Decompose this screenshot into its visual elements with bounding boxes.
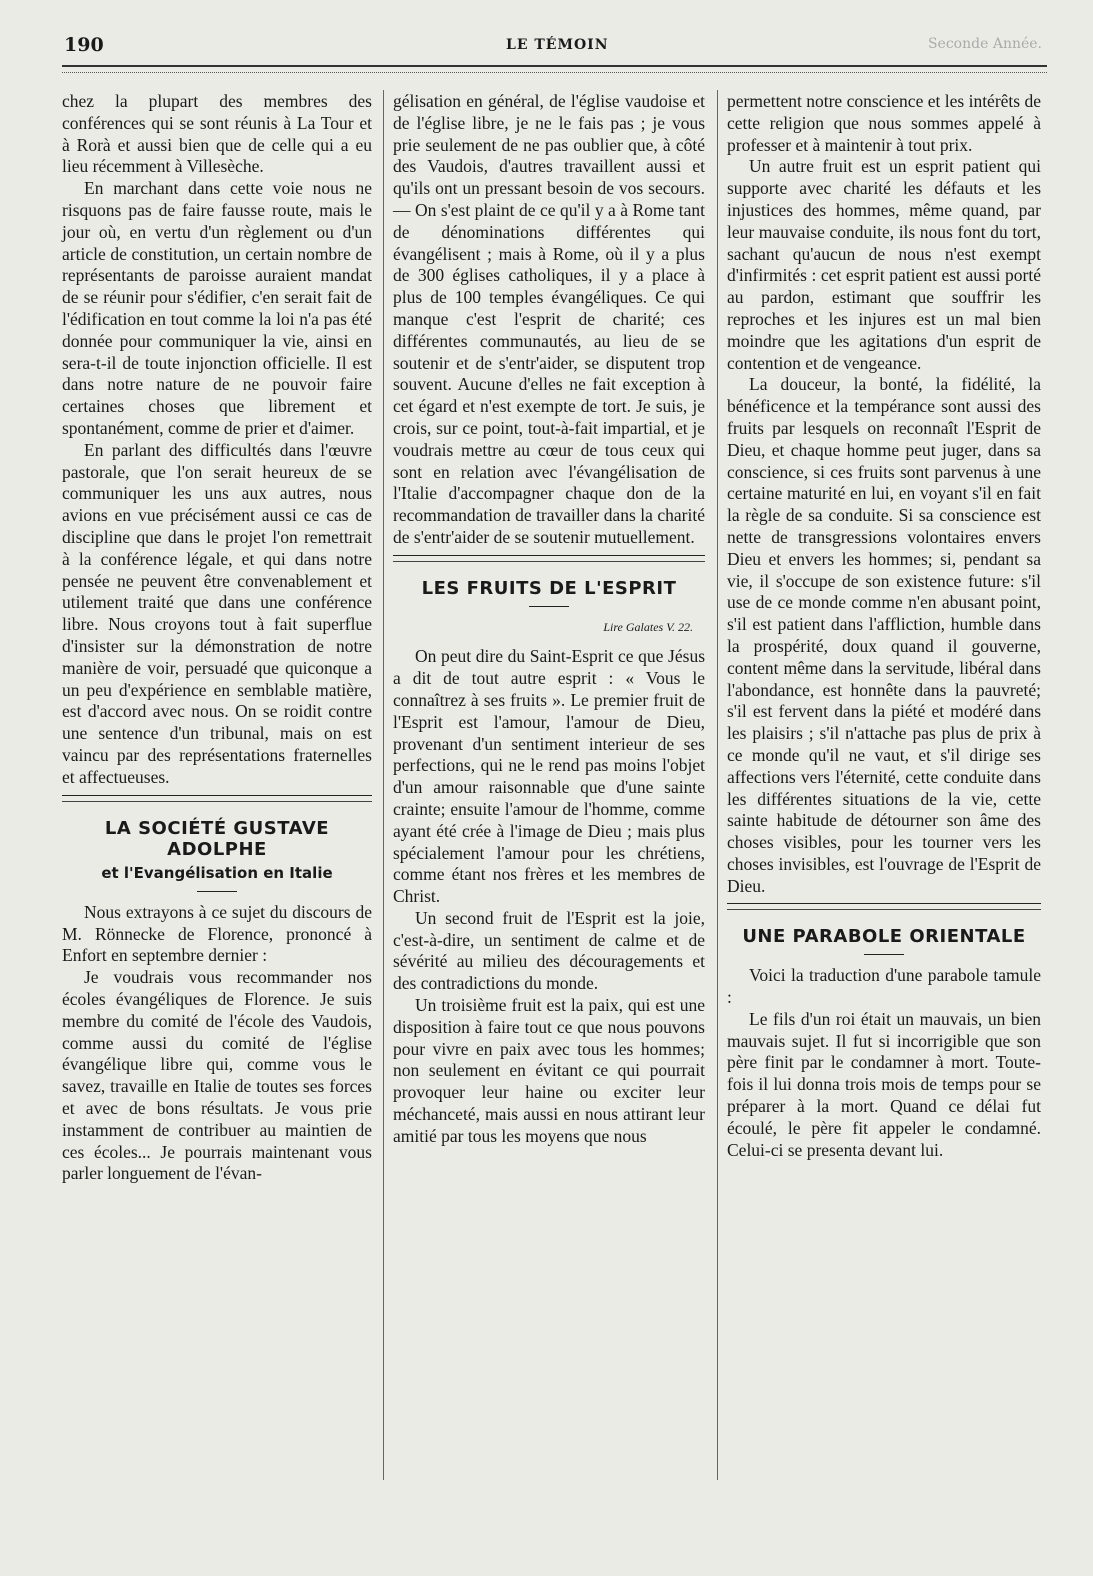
title-separator	[529, 606, 569, 607]
page-header	[58, 30, 1048, 56]
section-rule	[727, 903, 1041, 910]
paragraph: gélisation en général, de l'église vaudoise et de l'église libre, je ne le fais pas ; je vous prie seulement de ne pas oublier que, à côté des Vaudois, d'autres travaillent aussi et qu'ils ont un pressant besoin de vos secours. — On s'est plaint de ce qu'il y a à Rome tant de dénominations différentes qui évangélisent ; mais à Rome, où il y a plus de 300 églises catholiques, il y a place à plus de 100 temples évangéliques. Ce qui manque c'est l'esprit de charité; ces différentes communautés, au lieu de se soutenir et de s'entr'aider, se disputent trop souvent. Aucune d'elles ne fait exception à cet égard et n'est exempte de tort. Je suis, je crois, sur ce point, tout-à-fait impartial, et je voudrais mettre au cœur de tous ceux qui sont en relation avec l'évangélisation de l'Italie d'accompagner chaque don de la recommandation de travailler dans la charité de s'entr'aider de se soutenir mutuellement.	[393, 91, 705, 547]
column-3	[727, 91, 1041, 1161]
column-divider	[383, 90, 384, 1480]
title-separator	[197, 891, 237, 892]
column-divider	[717, 90, 718, 1480]
paragraph: Un autre fruit est un esprit patient qui supporte avec charité les défauts et les injustices des hommes, même quand, par leur mauvaise conduite, ils nous font du tort, sachant qu'aucun de nous n'est exempt d'infirmités : cet esprit patient est aussi porté au pardon, estimant que souffrir les reproches et les injures est un mal bien moindre que les agitations d'un esprit de contention et de vengeance.	[727, 156, 1041, 373]
column-2	[393, 91, 705, 1148]
section-rule	[62, 795, 372, 802]
article-subtitle: et l'Evangélisation en Italie	[101, 864, 333, 883]
article-title: LES FRUITS DE L'ESPRIT	[421, 577, 677, 599]
section-rule	[393, 555, 705, 562]
paragraph: En parlant des difficultés dans l'œuvre pastorale, que l'on serait heureux de se communiquer les uns aux autres, nous avions en vue précisément aussi ce cas de discipline que dans le projet l'on remettrait à la conférence légale, et qui dans notre pensée ne peuvent être convenablement et utilement traité que dans une conférence libre. Nous croyons tout à fait superflue d'insister sur la démonstration de notre manière de voir, persuadé que quiconque a un peu d'expérience en semblable matière, est d'accord avec nous. On se roidit contre une sentence d'un tribunal, mais on est vaincu par des représentations fraternelles et affectueuses.	[62, 439, 372, 787]
paragraph: chez la plupart des membres des conférences qui se sont réunis à La Tour et à Rorà et aussi bien que de celle qui a eu lieu récemment à Villesèche.	[62, 91, 372, 177]
paragraph: On peut dire du Saint-Esprit ce que Jésus a dit de tout autre esprit : « Vous le connaîtrez à ses fruits ». Le premier fruit de l'Esprit est l'amour, l'amour de Dieu, provenant d'un sentiment interieur de ses perfections, qui ne le rend pas moins l'objet d'un amour raisonnable que d'une sainte crainte; ensuite l'amour de l'homme, comme ayant été crée à l'image de Dieu ; mais plus spécialement l'amour pour les chrétiens, comme étant nos frères et les membres de Christ.	[393, 646, 705, 907]
paragraph: Un second fruit de l'Esprit est la joie, c'est-à-dire, un sentiment de calme et de sévérité au milieu des découragements et des contradictions du monde.	[393, 907, 705, 994]
title-separator	[864, 954, 904, 955]
paragraph: Un troisième fruit est la paix, qui est une disposition à faire tout ce que nous pouvons pour vivre en paix avec tous les hommes; non seulement en évitant ce qui pourrait provoquer leur haine ou exciter leur méchanceté, mais aussi en nous attirant leur amitié par tous les moyens que nous	[393, 995, 705, 1146]
paragraph: permettent notre conscience et les intérêts de cette religion que nous sommes appelé à professer et à maintenir à tout prix.	[727, 91, 1041, 155]
paragraph: Nous extrayons à ce sujet du discours de M. Rönnecke de Florence, prononcé à Enfort en septembre dernier :	[62, 901, 372, 966]
paragraph: Le fils d'un roi était un mauvais, un bien mauvais sujet. Il fut si incorrigible que son père finit par le condamner à mort. Toute-fois il lui donna trois mois de temps pour se préparer à la mort. Quand ce délai fut écoulé, le père fit appeler le condamné. Celui-ci se presenta devant lui.	[727, 1008, 1041, 1160]
edition-label: Seconde Année.	[927, 36, 1042, 52]
paragraph: Voici la traduction d'une parabole tamule :	[727, 965, 1041, 1008]
running-title: LE TÉMOIN	[506, 37, 609, 53]
article-title: UNE PARABOLE ORIENTALE	[742, 926, 1026, 948]
page-number: 190	[64, 34, 104, 56]
column-1	[62, 91, 372, 1185]
epigraph: Lire Galates V. 22.	[603, 619, 693, 634]
header-rule	[62, 65, 1047, 73]
paragraph: La douceur, la bonté, la fidélité, la bénéficence et la tempérance sont aussi des fruits par lesquels on reconnaît l'Esprit de Dieu, et chaque homme peut juger, dans sa conscience, si ces fruits sont parvenus à une certaine maturité en lui, en voyant s'il en fait la règle de sa conduite. Si sa conscience est nette de transgressions volontaires envers Dieu et envers les hommes; si, pendant sa vie, il s'occupe de son existence future: s'il use de ce monde comme n'en abusant point, s'il est patient dans l'affliction, humble dans la prospérité, doux quand il gouverne, content même dans la servitude, libéral dans l'abondance, est honnête dans la pauvreté; s'il est fervent dans la piété et modéré dans les plaisirs ; s'il n'attache pas plus de prix à ce monde qu'il ne vaut, et s'il dirige ses affections vers l'éternité, cette conduite dans les différentes situations de la vie, cette sainte habitude de détourner son âme des choses visibles, pour les tourner vers les choses invisibles, est l'ouvrage de l'Esprit de Dieu.	[727, 374, 1041, 896]
article-title: LA SOCIÉTÉ GUSTAVE ADOLPHE	[104, 817, 330, 861]
paragraph: En marchant dans cette voie nous ne risquons pas de faire fausse route, mais le jour où, en vertu d'un règlement ou d'un article de constitution, un certain nombre de représentants de paroisse auraient mandat de se réunir pour s'édifier, c'en serait fait de l'édification en tout comme la loi n'a pas été donnée pour communiquer la vie, ainsi en sera-t-il de toute injonction officielle. Il est dans notre nature de ne pouvoir faire certaines choses que librement et spontanément, comme de prier et d'aimer.	[62, 178, 372, 438]
paragraph: Je voudrais vous recommander nos écoles évangéliques de Florence. Je suis membre du comité de l'école des Vaudois, comme aussi du comité de l'église évangélique libre qui, comme vous le savez, travaille en Italie de toutes ses forces et avec de bons résultats. Je vous prie instamment de contribuer au maintien de ces écoles... Je pourrais maintenant vous parler longuement de l'évan-	[62, 967, 372, 1184]
